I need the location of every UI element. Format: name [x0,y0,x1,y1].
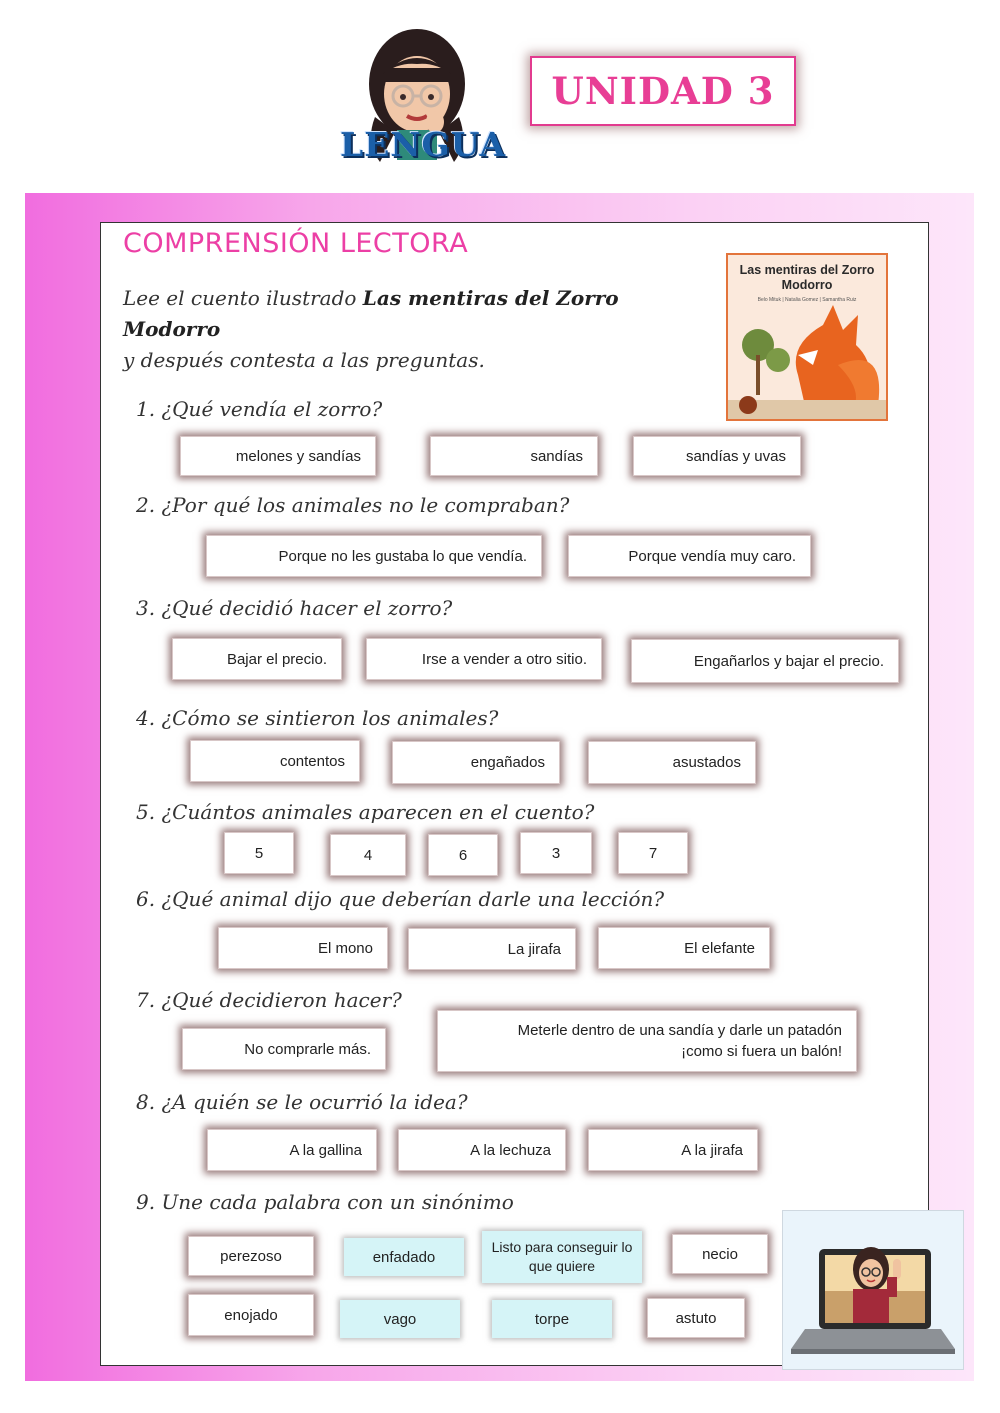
q5-option-4[interactable]: 3 [520,832,592,874]
q5-option-3[interactable]: 6 [428,834,498,876]
q5-option-2[interactable]: 4 [330,834,406,876]
page-title: COMPRENSIÓN LECTORA [123,228,469,259]
q2-option-2[interactable]: Porque vendía muy caro. [568,535,811,577]
q4-option-1[interactable]: contentos [190,740,360,782]
synonym-match-listo[interactable]: Listo para conseguir lo que quiere [482,1231,642,1283]
q8-option-3[interactable]: A la jirafa [588,1129,758,1171]
book-cover-title: Las mentiras del Zorro Modorro [739,263,875,292]
q7-option-2-line-1: Meterle dentro de una sandía y darle un patadón [517,1022,842,1039]
q7-option-2-line-2: ¡como si fuera un balón! [681,1043,842,1060]
q6-option-2[interactable]: La jirafa [408,928,576,970]
synonym-word-enojado[interactable]: enojado [188,1294,314,1336]
question-9: 9. Une cada palabra con un sinónimo [136,1190,514,1214]
q7-option-1[interactable]: No comprarle más. [182,1028,386,1070]
q7-option-2[interactable] [437,1010,857,1072]
question-7: 7. ¿Qué decidieron hacer? [136,988,402,1012]
q5-option-5[interactable]: 7 [618,832,688,874]
q6-option-3[interactable]: El elefante [598,927,770,969]
unit-label: UNIDAD 3 [551,69,775,113]
question-2: 2. ¿Por qué los animales no le compraban? [136,493,570,517]
q3-option-1[interactable]: Bajar el precio. [172,638,342,680]
q8-option-2[interactable]: A la lechuza [398,1129,566,1171]
q4-option-3[interactable]: asustados [588,741,756,784]
book-name: Las mentiras del Zorro Modorro [123,286,619,341]
teacher-laptop-image [782,1210,964,1370]
question-3: 3. ¿Qué decidió hacer el zorro? [136,596,453,620]
synonym-word-necio[interactable]: necio [672,1234,768,1274]
book-cover [726,253,888,421]
q6-option-1[interactable]: El mono [218,927,388,969]
q4-option-2[interactable]: engañados [392,741,560,784]
question-1: 1. ¿Qué vendía el zorro? [136,397,383,421]
synonym-match-vago[interactable]: vago [340,1300,460,1338]
synonym-match-enfadado[interactable]: enfadado [344,1238,464,1276]
subject-logo: LENGUA [340,125,507,164]
unit-badge [530,56,796,126]
book-cover-authors: Belo Mituk | Natalia Gomez | Samantha Ruiz [757,297,857,303]
question-4: 4. ¿Cómo se sintieron los animales? [136,706,499,730]
q1-option-3[interactable]: sandías y uvas [633,436,801,476]
question-6: 6. ¿Qué animal dijo que deberían darle una lección? [136,887,665,911]
q3-option-3[interactable]: Engañarlos y bajar el precio. [631,639,899,683]
intro-text-2: y después contesta a las preguntas. [123,348,485,372]
q1-option-1[interactable]: melones y sandías [180,436,376,476]
q8-option-1[interactable]: A la gallina [207,1129,377,1171]
question-5: 5. ¿Cuántos animales aparecen en el cuento? [136,800,595,824]
q3-option-2[interactable]: Irse a vender a otro sitio. [366,638,602,680]
q1-option-2[interactable]: sandías [430,436,598,476]
synonym-word-perezoso[interactable]: perezoso [188,1236,314,1276]
synonym-match-torpe[interactable]: torpe [492,1300,612,1338]
question-8: 8. ¿A quién se le ocurrió la idea? [136,1090,468,1114]
intro-text: Lee el cuento ilustrado [123,286,363,310]
instructions [123,283,713,376]
synonym-word-astuto[interactable]: astuto [647,1298,745,1338]
fox-illustration [728,305,886,419]
q2-option-1[interactable]: Porque no les gustaba lo que vendía. [206,535,542,577]
q5-option-1[interactable]: 5 [224,832,294,874]
